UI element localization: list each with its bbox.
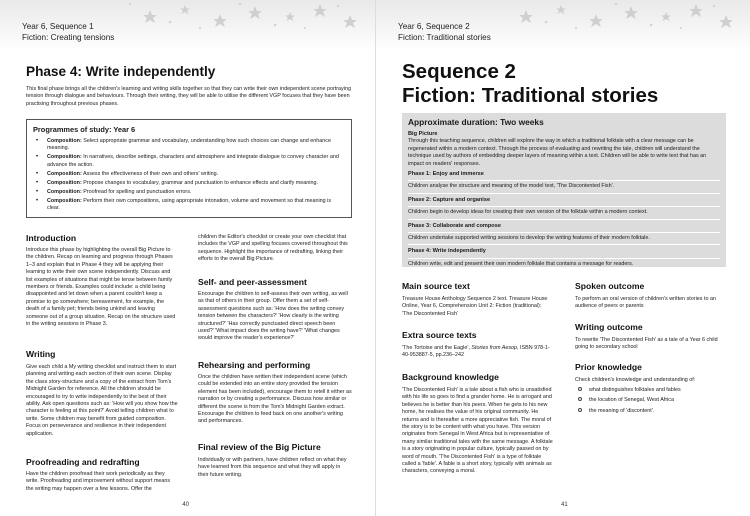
page-number: 40 — [182, 502, 189, 508]
phase-label: Phase 4: Write independently — [408, 248, 720, 258]
pos-item-text: Propose changes to vocabulary, grammar and punctuation to enhance effects and clarify meaning. — [83, 179, 318, 186]
phase-text: Children analyse the structure and meaning of the model text, 'The Discontented Fish'. — [408, 181, 720, 193]
self-assessment-heading: Self- and peer-assessment — [198, 277, 307, 287]
extra-source-book: Stories from Aesop — [471, 345, 518, 351]
introduction-text: Introduce this phase by highlighting the overall Big Picture to the children. Recap on learning and progress through Phases 1–3 and explain that in Phase 4 they will be applying their learning to write their own scene independently. Discuss and list examples of situations that might be tense between family members or friends. Examples could include: a child being disappointed and let down when a parent couldn't keep a promise to go somewhere; bereavement, for example, the death of a family pet; friends being unkind and leaving someone out of a group situation. Recap on the structure used in the writing sessions in Phase 3. — [26, 247, 176, 328]
circle-bullet-icon — [578, 387, 582, 394]
bullet-icon: • — [36, 154, 39, 161]
pos-item-text: In narratives, describe settings, characters and atmosphere and integrate dialogue to convey character and advance the action. — [47, 154, 339, 168]
extra-source-title: 'The Tortoise and the Eagle', — [402, 345, 472, 351]
phase-label: Phase 3: Collaborate and compose — [408, 223, 720, 233]
pos-item — [33, 189, 345, 196]
programmes-of-study-box — [26, 119, 352, 218]
introduction-heading: Introduction — [26, 233, 77, 243]
pos-item-text: Select appropriate grammar and vocabulary, understanding how such choices can change and enhance meaning. — [47, 138, 331, 152]
final-review-heading: Final review of the Big Picture — [198, 442, 321, 452]
pos-item — [33, 138, 345, 153]
right-page — [375, 0, 750, 516]
page-number: 41 — [561, 502, 568, 508]
bullet-icon: • — [36, 188, 39, 195]
pos-item-text: Perform their own compositions, using appropriate intonation, volume and movement so that meaning is clear. — [47, 197, 332, 212]
pos-item — [33, 198, 345, 213]
phase-list — [408, 171, 720, 271]
pos-item — [33, 171, 345, 178]
header-topic: Fiction: Traditional stories — [398, 33, 491, 42]
duration-heading: Approximate duration: Two weeks — [408, 117, 544, 127]
big-picture-label: Big Picture — [408, 131, 438, 137]
pos-item — [33, 180, 345, 187]
sequence-title-line1: Sequence 2 — [402, 60, 516, 83]
pos-item-label: Composition: — [47, 154, 82, 161]
big-picture-text: Through this teaching sequence, children will explore the way in which a traditional folktale with a clear message can be regenerated within a modern context. Through the process of evaluating and rewriting the tale, children will understand the technique used by authors of embedding deeper layers of meaning within a text. Children will be able to write text that has an impact on readers' responses. — [408, 138, 707, 167]
circle-bullet-icon — [578, 408, 582, 415]
background-text: 'The Discontented Fish' is a tale about a fish who is unsatisfied with his life so goes to find a grander home. He is arrogant and believes he is better than his peers. When he gets to his new home, he realises the value of his original community. He returns and is thereafter a more appreciative fish. The moral of the story is to be content with what you have. This version originates from Senegal in West Africa but is representative of many similar traditional tales with the same message. A folktale is a story originating in popular culture, typically passed on by word of mouth. 'The Discontented Fish' is a type of folktale called a 'fable'. A fable is a short story, typically with animals as characters, conveying a moral. — [402, 387, 553, 475]
rehearsing-heading: Rehearsing and performing — [198, 360, 311, 370]
pos-list — [33, 138, 345, 213]
self-assessment-text: Encourage the children to self-assess their own writing, as well as that of others in their group. Offer them a set of self-assessment questions such as: 'How does the writing convey tension between the characters?' 'How clearly is the writing structured?' 'Has correctly punctuated direct speech been used?' 'What impact does the writing have?' 'What changes would improve the reader's experience?' — [198, 291, 348, 342]
spoken-outcome-heading: Spoken outcome — [575, 281, 645, 291]
writing-outcome-text: To rewrite 'The Discontented Fish' as a tale of a Year 6 child going to secondary school — [575, 337, 718, 351]
header-year: Year 6, Sequence 1 — [22, 22, 94, 31]
prior-knowledge-item — [575, 397, 727, 404]
background-heading: Background knowledge — [402, 372, 499, 382]
sequence-title-line2: Fiction: Traditional stories — [402, 84, 659, 107]
phase-text: Children undertake supported writing sessions to develop the writing features of their modern folktale. — [408, 233, 720, 245]
pos-item-label: Composition: — [47, 188, 82, 195]
prior-knowledge-heading: Prior knowledge — [575, 362, 642, 372]
prior-knowledge-item-text: the meaning of 'discontent'. — [589, 407, 655, 414]
bullet-icon: • — [36, 138, 39, 144]
bullet-icon: • — [36, 170, 39, 177]
writing-outcome-heading: Writing outcome — [575, 322, 643, 332]
prior-knowledge-list — [575, 387, 727, 418]
bullet-icon: • — [36, 197, 39, 204]
circle-bullet-icon — [578, 397, 582, 404]
pos-item-text: Proofread for spelling and punctuation errors. — [83, 188, 192, 195]
spoken-outcome-text: To perform an oral version of children's written stories to an audience of peers or parents — [575, 296, 716, 310]
prior-knowledge-text: Check children's knowledge and understanding of: — [575, 377, 696, 383]
extra-source-heading: Extra source texts — [402, 330, 477, 340]
extra-source-text — [402, 345, 552, 360]
main-source-heading: Main source text — [402, 281, 470, 291]
header-topic: Fiction: Creating tensions — [22, 33, 115, 42]
pos-item-label: Composition: — [47, 197, 82, 204]
rehearsing-text: Once the children have written their independent scene (which could be extended into an entire story provided the tension element has been included), encourage them to retell it either as narration or by creating a performance. Discuss how similar or different the scene is from the Tom's Midnight Garden extract. Encourage the children to feed back on one another's writing and performances. — [198, 374, 352, 425]
pos-item — [33, 154, 345, 169]
proofreading-heading: Proofreading and redrafting — [26, 457, 140, 467]
phase-label: Phase 1: Enjoy and immerse — [408, 171, 720, 181]
bullet-icon: • — [36, 179, 39, 186]
phase-text: Children begin to develop ideas for creating their own version of the folktale within a modern context. — [408, 207, 720, 219]
page-header — [398, 21, 491, 43]
prior-knowledge-item-text: what distinguishes folktales and fables — [589, 387, 681, 393]
prior-knowledge-item — [575, 408, 727, 415]
final-review-text: Individually or with partners, have children reflect on what they have learned from this sequence and what they will apply in their future writing. — [198, 457, 347, 478]
phase-title: Phase 4: Write independently — [26, 64, 216, 79]
pos-item-label: Composition: — [47, 179, 82, 186]
phase-intro: This final phase brings all the children's learning and writing skills together so that they can write their own independent scene portraying tension through dialogue and behaviours. Through their writing, they will be able to utilise the different VGP focuses that they have been practising throughout previous phases. — [26, 86, 351, 107]
proofreading-text: Have the children proofread their work periodically as they write. Proofreading and improvement without support means the writing may happen over a few lessons. Offer the — [26, 471, 171, 492]
pos-item-label: Composition: — [47, 170, 82, 177]
page-header — [22, 21, 114, 43]
pos-title: Programmes of study: Year 6 — [33, 125, 136, 134]
pos-item-text: Assess the effectiveness of their own and others' writing. — [82, 170, 219, 177]
pos-item-label: Composition: — [47, 138, 82, 144]
writing-heading: Writing — [26, 349, 56, 359]
phase-text: Children write, edit and present their own modern folktale that contains a message for readers. — [408, 259, 720, 271]
extra-source-isbn: , ISBN 978-1-40-953887-5, pp.236–242 — [402, 345, 550, 359]
writing-text: Give each child a My writing checklist and instruct them to start planning and writing each section of their own scene. Display the class story-structure and a copy of the extract from Tom's Midnight Garden for reference. All the children should be encouraged to try to write independently to the best of their ability. Ask open questions such as: 'How will you show how the character is feeling at this point?' Avoid telling children what to write. Some children may benefit from guided composition. Focus on perseverance and resilience in their independent application. — [26, 364, 178, 437]
main-source-text: Treasure House Anthology Sequence 2 text. Treasure House Online, Year 6, Comprehension Unit 2: Fiction (traditional): 'The Discontented Fish' — [402, 296, 548, 317]
big-picture-panel — [402, 113, 726, 267]
prior-knowledge-item — [575, 387, 727, 394]
prior-knowledge-item-text: the location of Senegal, West Africa — [589, 397, 675, 404]
sequence-title — [402, 60, 658, 108]
redraft-continued-text: children the Editor's checklist or create your own checklist that includes the VGP and spelling focuses covered throughout this sequence. Highlight the importance of redrafting, linking their efforts to the overall Big Picture. — [198, 234, 348, 263]
header-year: Year 6, Sequence 2 — [398, 22, 470, 31]
phase-label: Phase 2: Capture and organise — [408, 197, 720, 207]
